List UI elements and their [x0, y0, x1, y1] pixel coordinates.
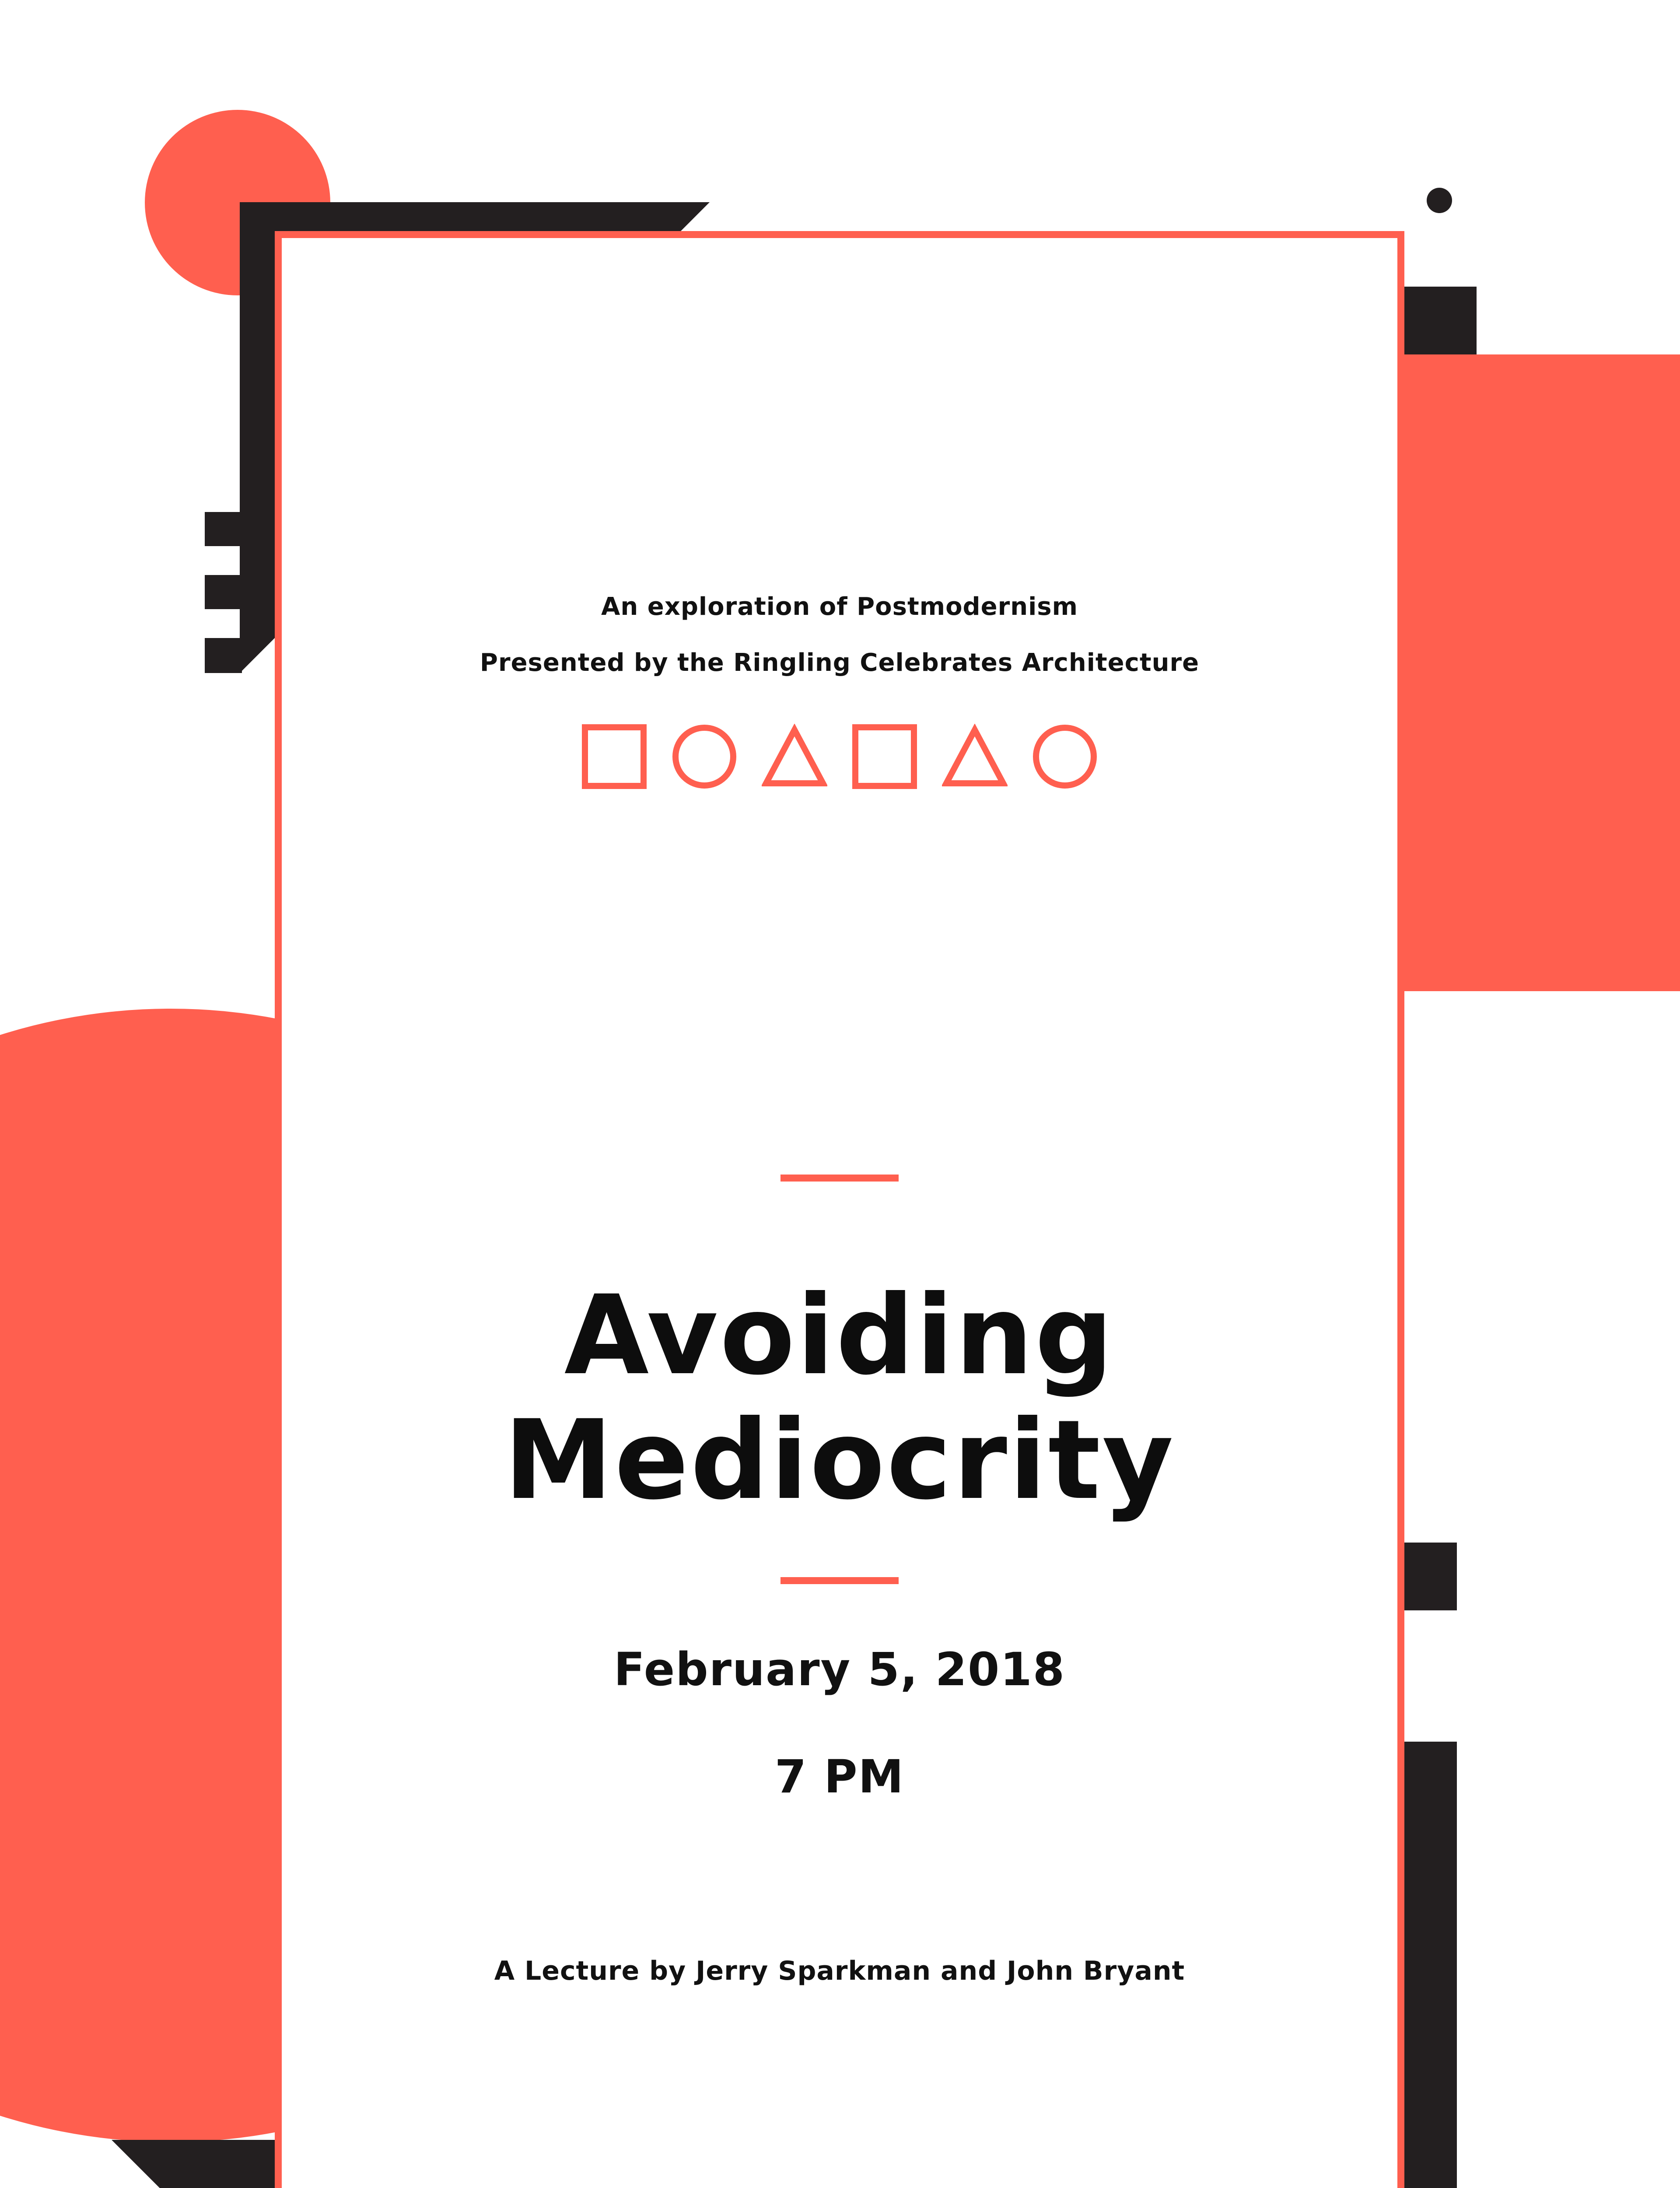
dark-tick-2 — [205, 575, 242, 609]
divider-top — [780, 1175, 899, 1182]
intro-line-2: Presented by the Ringling Celebrates Architecture — [480, 649, 1200, 677]
triangle-outline-icon — [942, 724, 1008, 789]
dark-block-right-tall — [1404, 1742, 1457, 2188]
intro-line-1: An exploration of Postmodernism — [601, 593, 1078, 621]
triangle-outline-icon — [762, 724, 827, 789]
coral-block-right — [1404, 354, 1680, 991]
dark-tick-3 — [205, 638, 242, 673]
dark-tick-1 — [205, 512, 242, 546]
dark-block-right-small — [1404, 1543, 1457, 1610]
shape-icon-row — [282, 724, 1397, 789]
title-line-1: Avoiding — [564, 1272, 1115, 1399]
dark-dot-top-right — [1427, 188, 1452, 213]
speakers-line: A Lecture by Jerry Sparkman and John Bryant — [494, 1956, 1185, 1986]
title-line-2: Mediocrity — [504, 1396, 1176, 1524]
dark-square-top-right — [1404, 287, 1477, 354]
event-time: 7 PM — [774, 1750, 905, 1803]
square-outline-icon — [581, 724, 647, 789]
divider-bottom — [780, 1577, 899, 1584]
circle-outline-icon — [1032, 724, 1098, 789]
dark-triangle-left — [112, 2140, 284, 2188]
poster-card — [275, 231, 1404, 2188]
circle-outline-icon — [672, 724, 737, 789]
square-outline-icon — [852, 724, 917, 789]
event-date: February 5, 2018 — [613, 1643, 1066, 1696]
